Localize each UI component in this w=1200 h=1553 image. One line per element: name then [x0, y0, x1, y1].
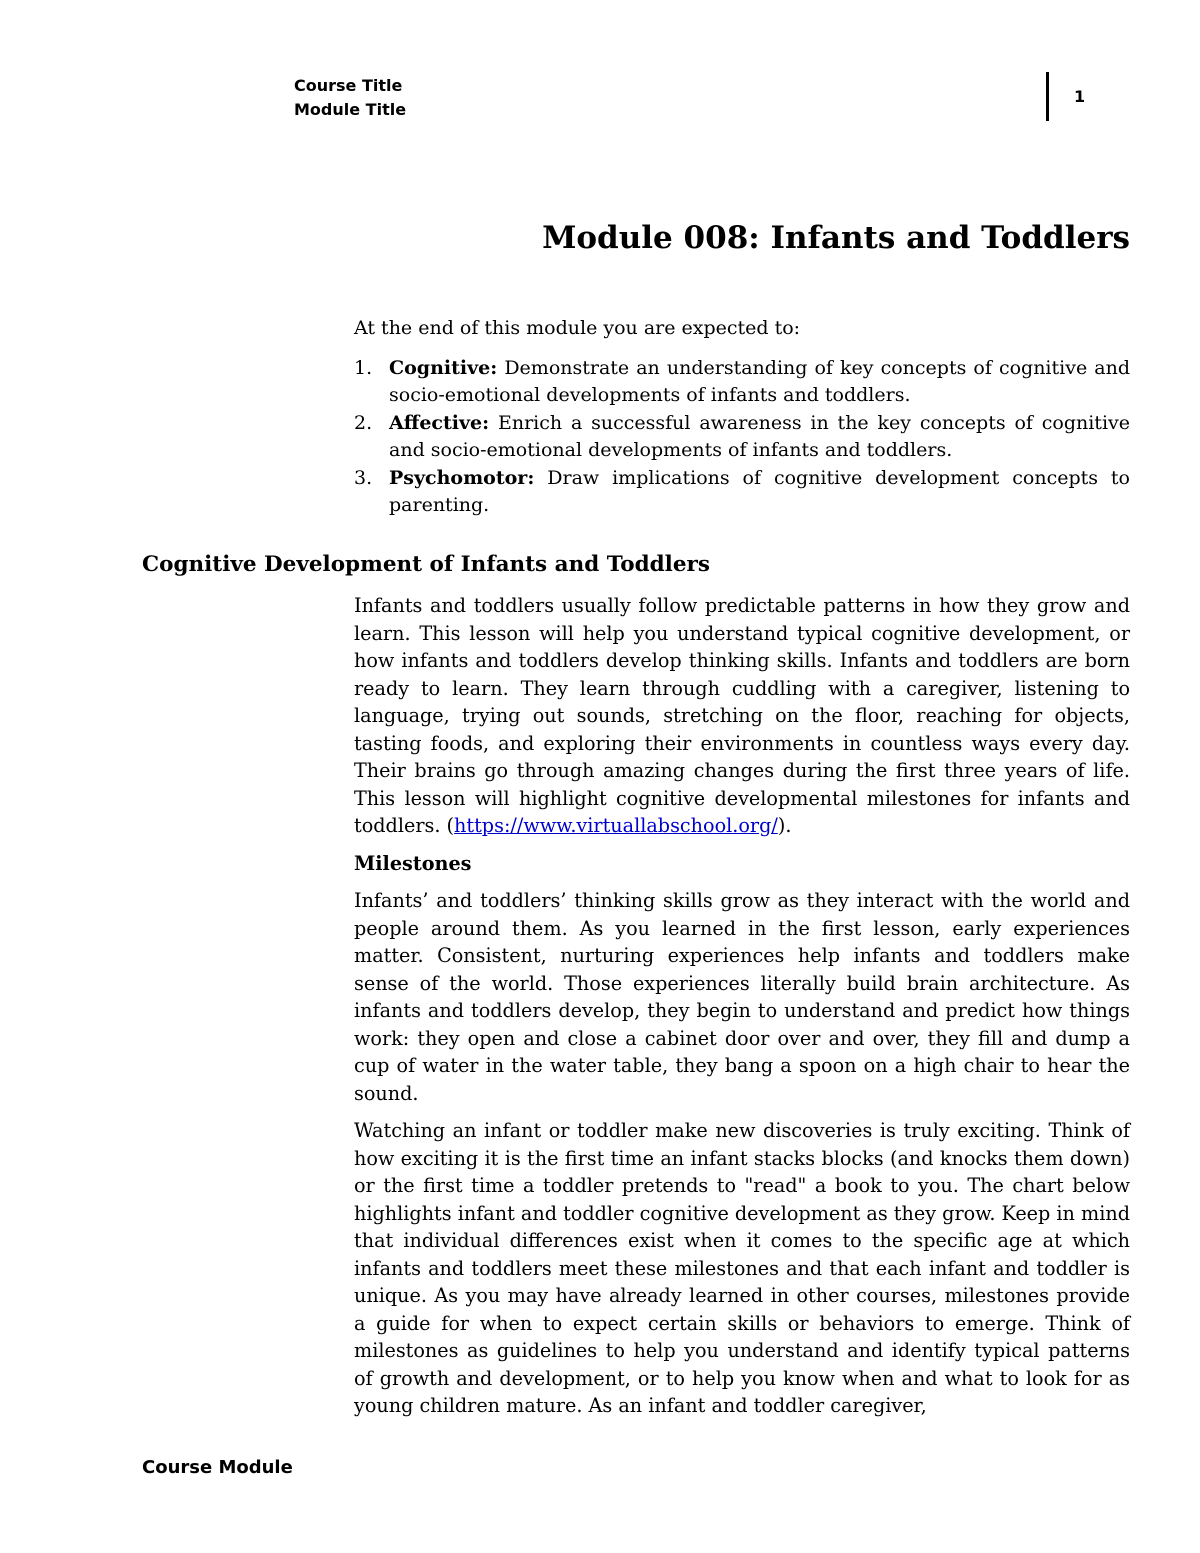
paragraph-intro: [354, 592, 1130, 840]
page-header: [294, 74, 406, 122]
page-footer: Course Module: [142, 1457, 293, 1478]
milestones-heading: Milestones: [354, 851, 472, 875]
objective-text: Enrich a successful awareness in the key concepts of cognitive and socio-emotional developments of infants and toddlers.: [389, 411, 1130, 461]
objective-label: Psychomotor:: [389, 466, 535, 489]
paragraph-discoveries: Watching an infant or toddler make new discoveries is truly exciting. Think of how exciting it is the first time an infant stacks blocks (and knocks them down) or the first time a toddler pretends to "read" a book to you. The chart below highlights infant and toddler cognitive development as they grow. Keep in mind that individual differences exist when it comes to the specific age at which infants and toddlers meet these milestones and that each infant and toddler is unique. As you may have already learned in other courses, milestones provide a guide for when to expect certain skills or behaviors to emerge. Think of milestones as guidelines to help you understand and identify typical patterns of growth and development, or to help you know when and what to look for as young children mature. As an infant and toddler caregiver,: [354, 1119, 1130, 1417]
page-number: 1: [1074, 87, 1086, 106]
section-heading: Cognitive Development of Infants and Toddlers: [142, 552, 710, 577]
objective-text: Demonstrate an understanding of key concepts of cognitive and socio-emotional developments of infants and toddlers.: [389, 356, 1130, 406]
module-title: Module Title: [294, 100, 407, 119]
list-number: 2.: [354, 411, 373, 434]
objective-label: Cognitive:: [389, 356, 498, 379]
objective-label: Affective:: [389, 411, 490, 434]
objectives: [354, 315, 1130, 520]
source-link[interactable]: https://www.virtuallabschool.org/: [454, 814, 778, 837]
list-item: [354, 410, 1130, 465]
list-number: 3.: [354, 466, 373, 489]
list-item: [354, 355, 1130, 410]
paragraph-end: ).: [777, 814, 792, 837]
objective-text: Draw implications of cognitive development concepts to parenting.: [389, 466, 1130, 516]
paragraph-text: Infants and toddlers usually follow predictable patterns in how they grow and learn. This lesson will help you understand typical cognitive development, or how infants and toddlers develop thinking skills. Infants and toddlers are born ready to learn. They learn through cuddling with a caregiver, listening to language, trying out sounds, stretching on the floor, reaching for objects, tasting foods, and exploring their environments in countless ways every day. Their brains go through amazing changes during the first three years of life. This lesson will highlight cognitive developmental milestones for infants and toddlers. (: [354, 594, 1130, 837]
paragraph-milestones: Infants’ and toddlers’ thinking skills grow as they interact with the world and people around them. As you learned in the first lesson, early experiences matter. Consistent, nurturing experiences help infants and toddlers make sense of the world. Those experiences literally build brain architecture. As infants and toddlers develop, they begin to understand and predict how things work: they open and close a cabinet door over and over, they fill and dump a cup of water in the water table, they bang a spoon on a high chair to hear the sound.: [354, 889, 1130, 1105]
list-number: 1.: [354, 356, 373, 379]
objectives-intro: At the end of this module you are expected to:: [354, 317, 801, 339]
header-divider: [1046, 72, 1049, 121]
objectives-list: [354, 355, 1130, 520]
section-body: [354, 592, 1130, 1430]
list-item: [354, 465, 1130, 520]
page-title: Module 008: Infants and Toddlers: [542, 220, 1130, 256]
course-title: Course Title: [294, 76, 403, 95]
